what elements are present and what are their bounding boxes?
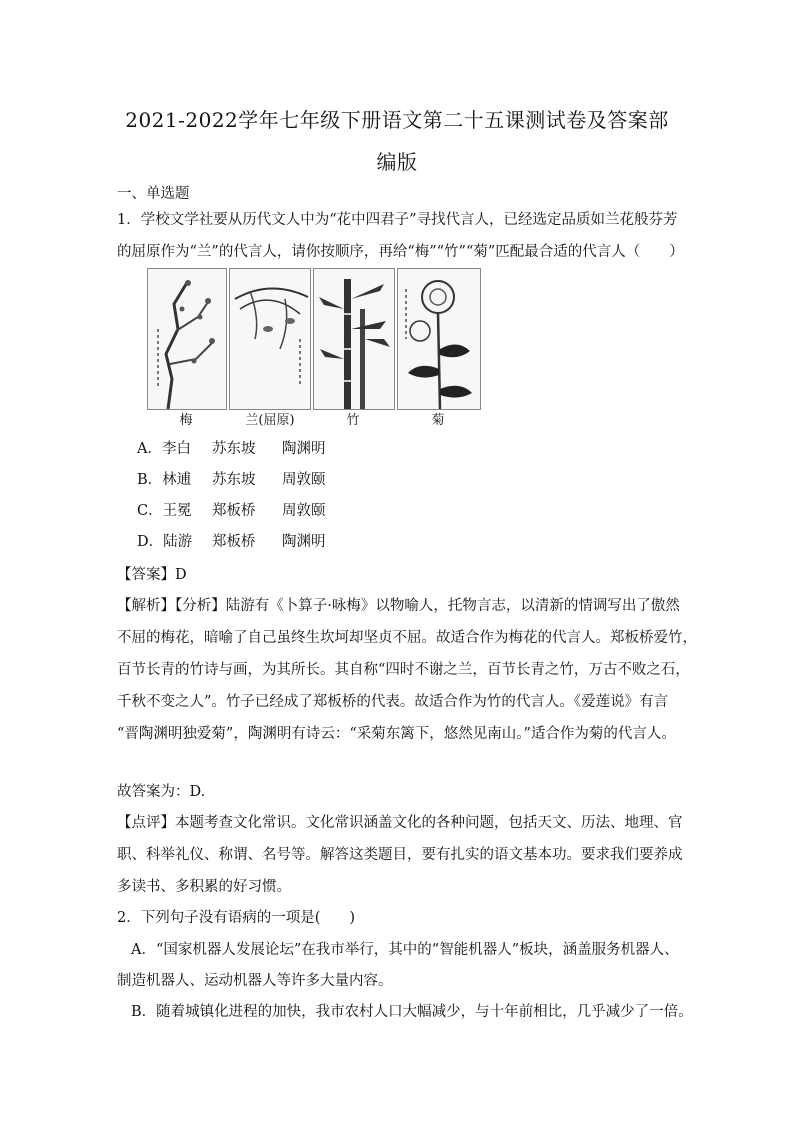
comment-line-1: 【点评】本题考查文化常识。文化常识涵盖文化的各种问题，包括天文、历法、地理、官 xyxy=(117,815,683,831)
analysis-line-4: 千秋不变之人”。竹子已经成了郑板桥的代表。故适合作为竹的代言人。《爱莲说》有言 xyxy=(117,694,669,710)
caption-orchid: 兰(屈原) xyxy=(245,413,295,428)
caption-plum: 梅 xyxy=(179,413,193,428)
option-a: A．李白 苏东坡 陶渊明 xyxy=(137,441,326,457)
analysis-line-1: 【解析】【分析】陆游有《卜算子·咏梅》以物喻人，托物言志，以清新的情调写出了傲然 xyxy=(117,598,680,614)
caption-bamboo: 竹 xyxy=(346,413,360,428)
comment-line-3: 多读书、多积累的好习惯。 xyxy=(117,879,291,895)
orchid-painting xyxy=(229,268,311,410)
analysis-line-5: “晋陶渊明独爱菊”，陶渊明有诗云：“采菊东篱下，悠然见南山。”适合作为菊的代言人。 xyxy=(117,726,676,742)
analysis-line-3: 百节长青的竹诗与画，为其所长。其自称“四时不谢之兰，百节长青之竹，万古不败之石， xyxy=(117,662,690,678)
option-d: D．陆游 郑板桥 陶渊明 xyxy=(137,534,326,550)
document-title-line2: 编版 xyxy=(376,150,418,174)
chrysanthemum-painting xyxy=(397,268,481,410)
section-heading: 一、单选题 xyxy=(117,186,190,202)
question-2-option-a-line2: 制造机器人、运动机器人等许多大量内容。 xyxy=(117,973,393,989)
comment-line-2: 职、科举礼仪、称谓、名号等。解答这类题目，要有扎实的语文基本功。要求我们要养成 xyxy=(117,847,683,863)
final-answer: 故答案为：D. xyxy=(117,784,206,800)
option-b: B．林逋 苏东坡 周敦颐 xyxy=(137,472,326,488)
question-1-stem-line2: 的屈原作为“兰”的代言人，请你按顺序，再给“梅”“竹”“菊”匹配最合适的代言人（ ） xyxy=(117,244,684,260)
question-2-option-b: B．随着城镇化进程的加快，我市农村人口大幅减少，与十年前相比，几乎减少了一倍。 xyxy=(131,1004,693,1020)
question-2-stem: 2．下列句子没有语病的一项是( ) xyxy=(117,910,356,926)
analysis-line-2: 不屈的梅花，暗喻了自己虽终生坎坷却坚贞不屈。故适合作为梅花的代言人。郑板桥爱竹， xyxy=(117,630,697,646)
bamboo-painting xyxy=(313,268,395,410)
caption-chrysanthemum: 菊 xyxy=(431,413,445,428)
question-2-option-a-line1: A．“国家机器人发展论坛”在我市举行，其中的“智能机器人”板块，涵盖服务机器人、 xyxy=(131,942,679,958)
question-1-stem-line1: 1．学校文学社要从历代文人中为“花中四君子”寻找代言人，已经选定品质如兰花般芬芳 xyxy=(117,212,678,228)
document-title-line1: 2021-2022学年七年级下册语文第二十五课测试卷及答案部 xyxy=(125,108,669,132)
plum-painting xyxy=(147,268,227,410)
answer-line: 【答案】D xyxy=(117,567,187,583)
four-gentlemen-figure xyxy=(147,268,483,428)
option-c: C．王冕 郑板桥 周敦颐 xyxy=(137,503,326,519)
